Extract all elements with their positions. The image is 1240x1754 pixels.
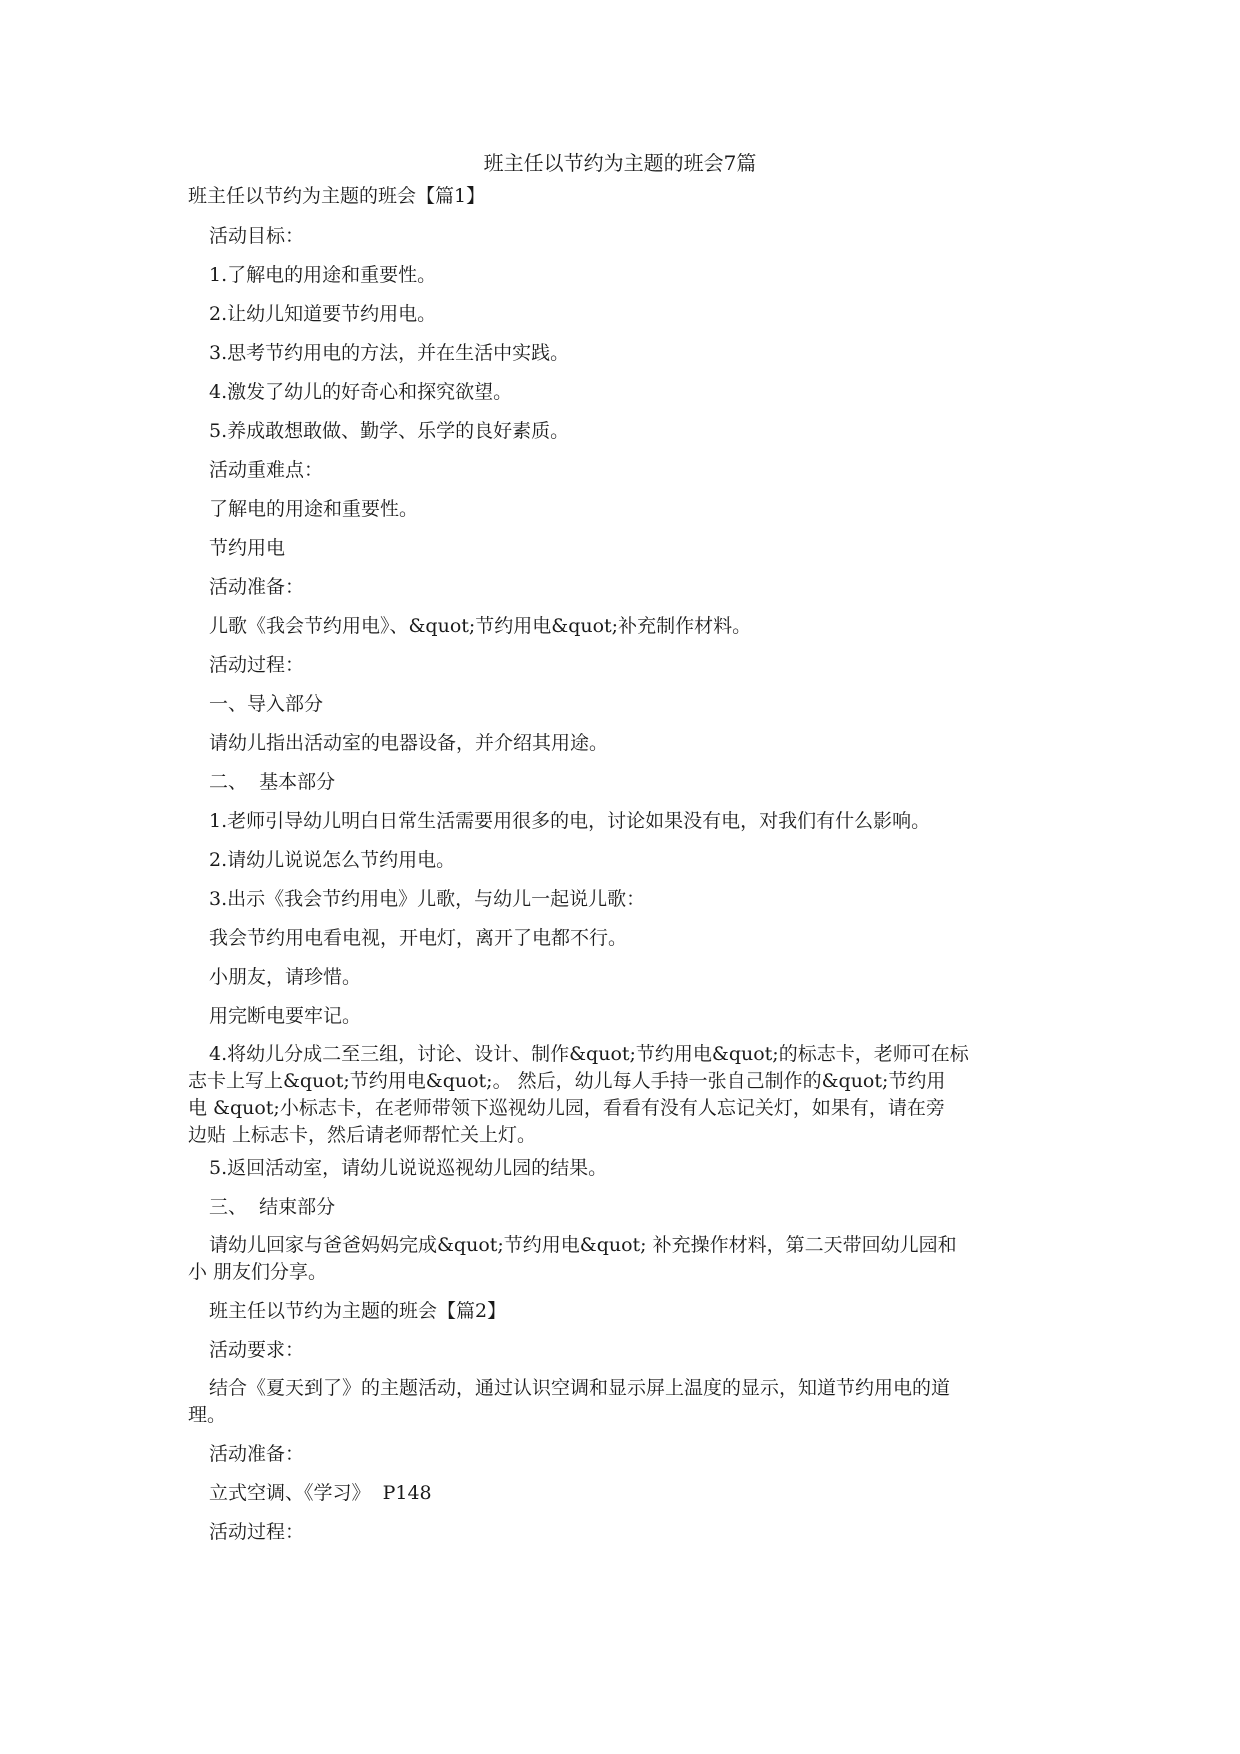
section-label: 活动重难点： bbox=[209, 459, 324, 481]
paragraph-line: 理。 bbox=[188, 1404, 227, 1426]
list-item: 1.老师引导幼儿明白日常生活需要用很多的电，讨论如果没有电，对我们有什么影响。 bbox=[209, 810, 931, 832]
paragraph bbox=[188, 1041, 1048, 1149]
paragraph bbox=[188, 1232, 1048, 1286]
body-text: 节约用电 bbox=[209, 537, 286, 559]
paragraph-line: 边贴 上标志卡，然后请老师帮忙关上灯。 bbox=[188, 1124, 537, 1146]
body-text: 请幼儿指出活动室的电器设备，并介绍其用途。 bbox=[209, 732, 609, 754]
section-label: 活动过程： bbox=[209, 1521, 305, 1543]
sub-heading: 二、 基本部分 bbox=[209, 771, 336, 793]
sub-heading: 三、 结束部分 bbox=[209, 1196, 336, 1218]
paragraph-line: 电 &quot;小标志卡，在老师带领下巡视幼儿园，看看有没有人忘记关灯，如果有，请在旁 bbox=[188, 1097, 945, 1119]
paragraph-line: 志卡上写上&quot;节约用电&quot;。 然后，幼儿每人手持一张自己制作的&quot;节约用 bbox=[188, 1070, 946, 1092]
paragraph bbox=[188, 1375, 1048, 1429]
part-heading: 班主任以节约为主题的班会【篇1】 bbox=[188, 185, 486, 207]
section-label: 活动准备： bbox=[209, 1443, 305, 1465]
document-title: 班主任以节约为主题的班会7篇 bbox=[483, 151, 757, 175]
paragraph-line: 小 朋友们分享。 bbox=[188, 1261, 328, 1283]
sub-heading: 一、导入部分 bbox=[209, 693, 324, 715]
section-label: 活动过程： bbox=[209, 654, 305, 676]
section-label: 活动目标： bbox=[209, 225, 305, 247]
body-text: 立式空调、《学习》 P148 bbox=[209, 1482, 432, 1504]
song-line: 用完断电要牢记。 bbox=[209, 1005, 362, 1027]
body-text: 儿歌《我会节约用电》、&quot;节约用电&quot;补充制作材料。 bbox=[209, 615, 752, 637]
list-item: 5.养成敢想敢做、勤学、乐学的良好素质。 bbox=[209, 420, 570, 442]
list-item: 1.了解电的用途和重要性。 bbox=[209, 264, 437, 286]
list-item: 3.思考节约用电的方法，并在生活中实践。 bbox=[209, 342, 570, 364]
list-item: 2.请幼儿说说怎么节约用电。 bbox=[209, 849, 456, 871]
paragraph-line: 结合《夏天到了》的主题活动，通过认识空调和显示屏上温度的显示，知道节约用电的道 bbox=[209, 1377, 951, 1399]
list-item: 5.返回活动室，请幼儿说说巡视幼儿园的结果。 bbox=[209, 1157, 608, 1179]
section-label: 活动准备： bbox=[209, 576, 305, 598]
part-heading: 班主任以节约为主题的班会【篇2】 bbox=[209, 1300, 507, 1322]
body-text: 了解电的用途和重要性。 bbox=[209, 498, 419, 520]
paragraph-line: 请幼儿回家与爸爸妈妈完成&quot;节约用电&quot; 补充操作材料，第二天带回幼儿园和 bbox=[209, 1234, 957, 1256]
list-item: 2.让幼儿知道要节约用电。 bbox=[209, 303, 437, 325]
song-line: 小朋友，请珍惜。 bbox=[209, 966, 362, 988]
list-item: 3.出示《我会节约用电》儿歌，与幼儿一起说儿歌： bbox=[209, 888, 646, 910]
section-label: 活动要求： bbox=[209, 1339, 305, 1361]
song-line: 我会节约用电看电视，开电灯，离开了电都不行。 bbox=[209, 927, 628, 949]
paragraph-line: 4.将幼儿分成二至三组，讨论、设计、制作&quot;节约用电&quot;的标志卡，老师可在标 bbox=[209, 1043, 969, 1065]
list-item: 4.激发了幼儿的好奇心和探究欲望。 bbox=[209, 381, 513, 403]
